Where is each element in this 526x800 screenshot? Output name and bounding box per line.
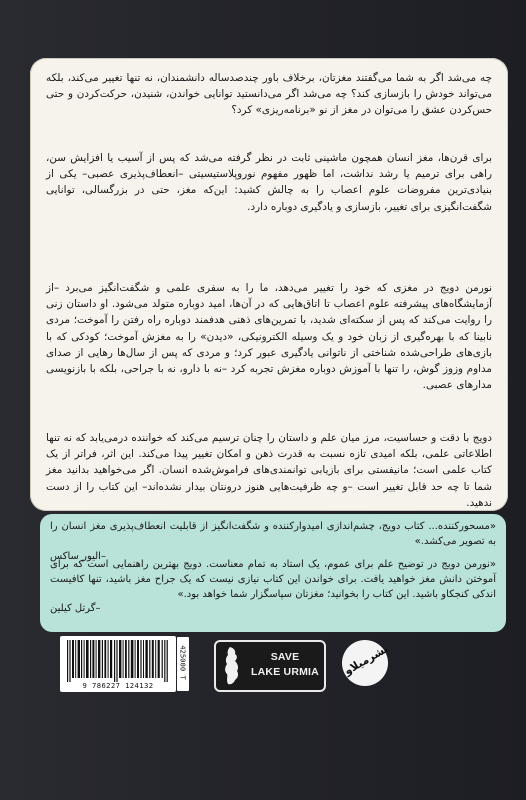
isbn-strip bbox=[177, 637, 189, 691]
isbn-strip-text: 425000 T bbox=[178, 645, 188, 680]
barcode-digits: 9 786227 124132 bbox=[82, 681, 154, 690]
blurb-paragraph-1: چه می‌شد اگر به شما می‌گفتند مغزتان، برخلاف باور چندصدساله دانشمندان، نه تنها تغییر می‌کند، بلکه می‌تواند خودش را بازسازی کند؟ چه می‌شد اگر می‌دانستید توانایی خواندن، شنیدن، حرکت‌کردن و حتی حس‌کردن عشق را می‌توان در مغز از نو «برنامه‌ریزی» کرد؟ bbox=[46, 72, 492, 117]
save-badge-line-2: LAKE URMIA bbox=[251, 666, 319, 678]
endorsement-1-author: –الیور ساکس bbox=[50, 550, 106, 562]
save-lake-urmia-badge bbox=[214, 640, 326, 692]
save-badge-text bbox=[248, 650, 322, 680]
save-badge-line-1: SAVE bbox=[270, 651, 300, 663]
endorsement-2-text: «نورمن دویج در توضیح علم برای عموم، یک استاد به تمام معناست. دویج بهترین راهنمایی است که برای آموختن دانش مغز خواهید یافت. برای خواندن این کتاب نیازی نیست که یک جراح مغز باشید، تنها کافیست اندکی کنجکاو باشید. این کتاب را بخوانید؛ مغزتان سپاسگزار شما خواهد بود.» bbox=[50, 559, 496, 600]
endorsement-2-author: –گرتل کیلین bbox=[50, 603, 101, 615]
blurb-panel bbox=[30, 58, 508, 511]
barcode-bars bbox=[66, 640, 170, 682]
publisher-logo-text: نشرمیلاو bbox=[341, 642, 391, 678]
blurb-paragraph-2: برای قرن‌ها، مغز انسان همچون ماشینی ثابت در نظر گرفته می‌شد که پس از آسیب یا افزایش سن، راهی برای ترمیم یا رشد نداشت، اما ظهور مفهوم نوروپلاستیسیتی –انعطاف‌پذیری عصبی– یکی از بنیادی‌ترین مفروضات علوم اعصاب را به چالش کشید: این‌که مغز، حتی در بزرگسالی، توانایی شگفت‌انگیزی برای تغییر، بازسازی و یادگیری دوباره دارد. bbox=[46, 152, 492, 213]
blurb-paragraph-4: دویج با دقت و حساسیت، مرز میان علم و داستان را چنان ترسیم می‌کند که خواننده درمی‌یابد که نه تنها اطلاعاتی علمی، بلکه امیدی تازه نسبت به قدرت ذهن و امکان تغییر پیدا می‌کند. این اثر، فراتر از یک کتاب علمی است؛ مانیفستی برای بازیابی توانمندی‌های فراموش‌شده انسان. اگر می‌خواهید بدانید مغز شما تا چه حد قابل تغییر است –و چه ظرفیت‌هایی هنوز درونتان بیدار نشده‌اند– این کتاب را از دست ندهید. bbox=[46, 432, 492, 509]
endorsement-1-text: «مسحورکننده... کتاب دویج، چشم‌اندازی امیدوارکننده و شگفت‌انگیز از قابلیت انعطاف‌پذیری مغز انسان را به تصویر می‌کشد.» bbox=[50, 521, 496, 547]
endorsement-2 bbox=[50, 558, 496, 617]
barcode bbox=[60, 636, 176, 692]
lake-map-icon bbox=[220, 645, 246, 687]
endorsements-box bbox=[40, 514, 506, 632]
publisher-logo bbox=[341, 640, 391, 686]
blurb-paragraph-3: نورمن دویج در مغزی که خود را تغییر می‌دهد، ما را به سفری علمی و شگفت‌انگیز می‌برد –از آزمایشگاه‌های پیشرفته علوم اعصاب تا اتاق‌هایی که در آن‌ها، امید دوباره متولد می‌شود. او داستان زنی را روایت می‌کند که پس از سکته‌ای شدید، با تمرین‌های ذهنی هدفمند دوباره راه رفتن را آموخت؛ مردی نابینا که با بهره‌گیری از زبان خود و یک وسیله الکترونیکی، «دیدن» را به مغزش آموخت؛ کودکی که با بازی‌های طراحی‌شده شناختی از ناتوانی یادگیری عبور کرد؛ و مردی که پس از سال‌ها رهایی از صدای مداوم وزوز گوش، را تنها با آموزش دوباره مغزش تجربه کرد –نه با دارو، نه با جراحی، بلکه با بازنویسی مدارهای عصبی. bbox=[46, 282, 492, 392]
